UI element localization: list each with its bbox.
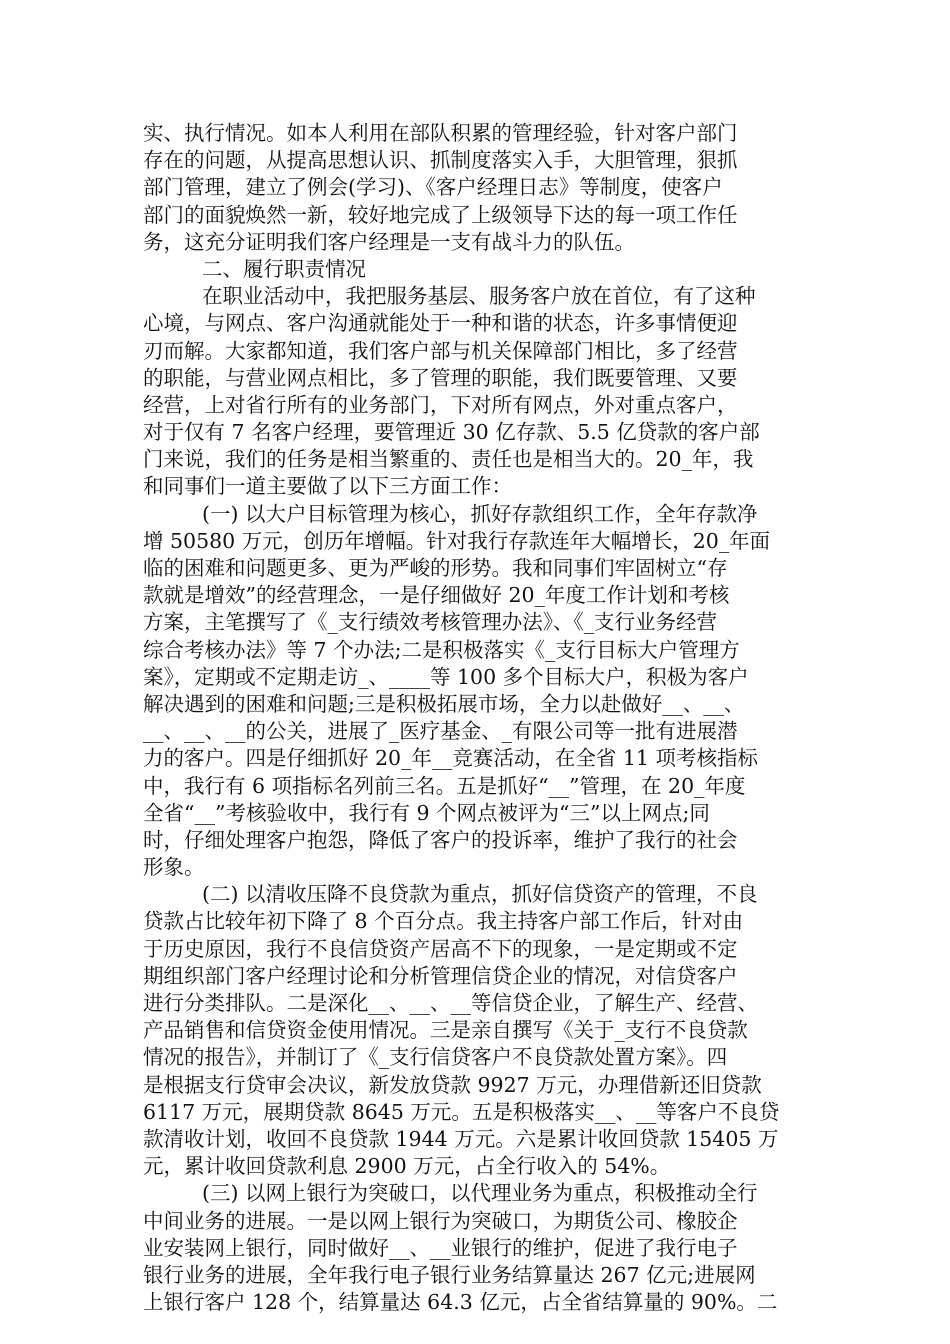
text-line: 元，累计收回贷款利息 2900 万元，占全行收入的 54%。	[143, 1154, 671, 1179]
text-line: (一) 以大户目标管理为核心，抓好存款组织工作，全年存款净	[202, 501, 758, 526]
text-line: 贷款占比较年初下降了 8 个百分点。我主持客户部工作后，针对由	[143, 909, 744, 934]
text-line: 款就是增效”的经营理念，一是仔细做好 20_年度工作计划和考核	[143, 583, 730, 608]
text-line: 银行业务的进展，全年我行电子银行业务结算量达 267 亿元;进展网	[143, 1262, 756, 1287]
text-line: 全省“__”考核验收中，我行有 9 个网点被评为“三”以上网点;同	[143, 800, 710, 825]
text-line: 业安装网上银行，同时做好__、__业银行的维护，促进了我行电子	[143, 1235, 738, 1260]
text-line: 产品销售和信贷资金使用情况。三是亲自撰写《关于_支行不良贷款	[143, 1018, 748, 1043]
text-line: 增 50580 万元，创历年增幅。针对我行存款连年大幅增长，20_年面	[143, 528, 771, 553]
text-line: 门来说，我们的任务是相当繁重的、责任也是相当大的。20_年，我	[143, 447, 754, 472]
text-line: 解决遇到的困难和问题;三是积极拓展市场，全力以赴做好__、__、	[143, 691, 745, 716]
text-line: 的职能，与营业网点相比，多了管理的职能，我们既要管理、又要	[143, 365, 738, 390]
text-line: 实、执行情况。如本人利用在部队积累的管理经验，针对客户部门	[143, 121, 738, 145]
text-line: 和同事们一道主要做了以下三方面工作：	[143, 474, 512, 499]
text-line: 时，仔细处理客户抱怨，降低了客户的投诉率，维护了我行的社会	[143, 827, 738, 852]
text-line: 形象。	[143, 855, 205, 880]
text-line: 于历史原因，我行不良信贷资产居高不下的现象，一是定期或不定	[143, 936, 738, 961]
document-body	[143, 120, 808, 1316]
text-line: 在职业活动中，我把服务基层、服务客户放在首位，有了这种	[202, 284, 756, 309]
text-line: 刃而解。大家都知道，我们客户部与机关保障部门相比，多了经营	[143, 338, 738, 363]
text-line: 中，我行有 6 项指标名列前三名。五是抓好“__”管理，在 20_年度	[143, 773, 746, 798]
text-line: (三) 以网上银行为突破口，以代理业务为重点，积极推动全行	[202, 1181, 758, 1206]
text-line: 6117 万元，展期贷款 8645 万元。五是积极落实__、__等客户不良贷	[143, 1099, 780, 1124]
text-line: 心境，与网点、客户沟通就能处于一种和谐的状态，许多事情便迎	[143, 311, 738, 336]
text-line: 务，这充分证明我们客户经理是一支有战斗力的队伍。	[143, 229, 635, 254]
text-line: __、__、__的公关，进展了_医疗基金、_有限公司等一批有进展潜	[143, 719, 738, 744]
text-line: 经营，上对省行所有的业务部门，下对所有网点，外对重点客户，	[143, 392, 738, 417]
text-line: 是根据支行贷审会决议，新发放贷款 9927 万元，办理借新还旧贷款	[143, 1072, 762, 1097]
text-line: 二、履行职责情况	[202, 256, 366, 281]
text-line: 部门管理，建立了例会(学习)、《客户经理日志》等制度，使客户	[143, 175, 723, 200]
text-line: 力的客户。四是仔细抓好 20_年__竞赛活动，在全省 11 项考核指标	[143, 746, 758, 771]
text-line: 案》，定期或不定期走访_、____等 100 多个目标大户，积极为客户	[143, 664, 749, 689]
text-line: 对于仅有 7 名客户经理，要管理近 30 亿存款、5.5 亿贷款的客户部	[143, 420, 760, 445]
text-line: 部门的面貌焕然一新，较好地完成了上级领导下达的每一项工作任	[143, 202, 738, 227]
text-line: 存在的问题，从提高思想认识、抓制度落实入手，大胆管理，狠抓	[143, 148, 738, 173]
text-line: 上银行客户 128 个，结算量达 64.3 亿元，占全省结算量的 90%。二	[143, 1290, 778, 1315]
text-line: 临的困难和问题更多、更为严峻的形势。我和同事们牢固树立“存	[143, 556, 728, 580]
text-line: 期组织部门客户经理讨论和分析管理信贷企业的情况，对信贷客户	[143, 963, 738, 988]
text-line: 进行分类排队。二是深化__、__、__等信贷企业，了解生产、经营、	[143, 991, 758, 1015]
text-line: 情况的报告》，并制订了《_支行信贷客户不良贷款处置方案》。四	[143, 1045, 728, 1070]
text-line: 款清收计划，收回不良贷款 1944 万元。六是累计收回贷款 15405 万	[143, 1126, 779, 1151]
text-line: (二) 以清收压降不良贷款为重点，抓好信贷资产的管理，不良	[202, 882, 758, 907]
text-line: 方案，主笔撰写了《_支行绩效考核管理办法》、《_支行业务经营	[143, 610, 717, 635]
text-line: 综合考核办法》等 7 个办法;二是积极落实《_支行目标大户管理方	[143, 637, 740, 662]
text-line: 中间业务的进展。一是以网上银行为突破口，为期货公司、橡胶企	[143, 1208, 738, 1233]
